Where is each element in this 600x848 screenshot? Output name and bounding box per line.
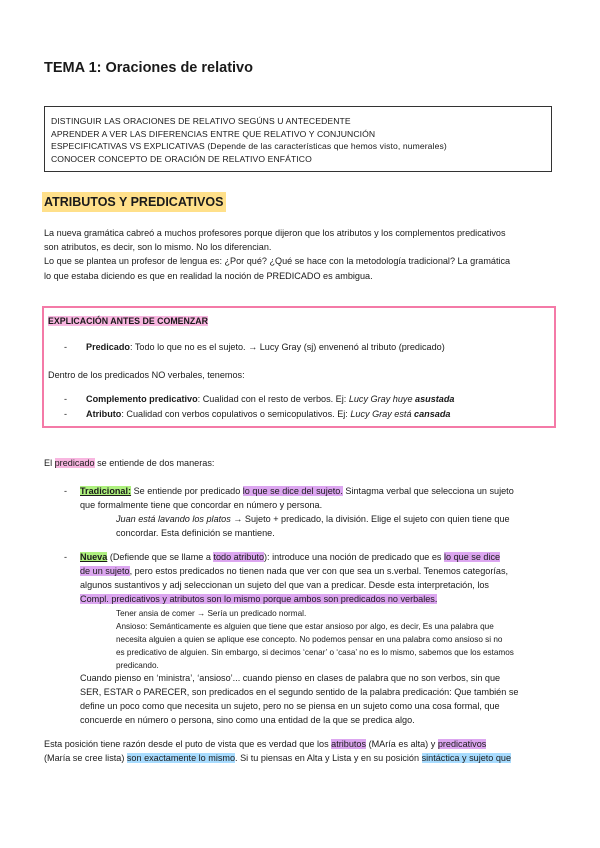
text-span: (María se cree lista)	[44, 753, 127, 763]
objective-line: CONOCER CONCEPTO DE ORACIÓN DE RELATIVO ENFÁTICO	[51, 153, 312, 164]
text-span: se entiende de dos maneras:	[94, 458, 215, 468]
highlight-text: sintáctica y sujeto que	[421, 753, 512, 763]
intro-line: lo que estaba diciendo es que en realidad la noción de PREDICADO es ambigua.	[44, 270, 373, 281]
intro-line: La nueva gramática cabreó a muchos profesores porque dijeron que los atributos y los complementos predicativos	[44, 228, 506, 238]
atributo-definition	[86, 409, 450, 419]
objective-line: DISTINGUIR LAS ORACIONES DE RELATIVO SEGÚNS U ANTECEDENTE	[51, 116, 351, 126]
highlight-text: Compl. predicativos y atributos son lo mismo porque ambos son predicados no verbales.	[80, 594, 438, 604]
highlight-predicado: predicado	[54, 458, 95, 468]
nueva-line-10: Cuando pienso en ‘ministra’, ‘ansioso’... cuando pienso en clases de palabra que no son verbos, sin que	[80, 673, 501, 683]
cp-example-bold: asustada	[415, 394, 455, 404]
nueva-line-1	[80, 552, 500, 562]
tradicional-line-3	[116, 514, 510, 524]
intro-line: son atributos, es decir, son lo mismo. No los diferencian.	[44, 242, 272, 253]
text-span: . Si tu piensas en Alta y Lista y en su posición	[235, 753, 422, 763]
attr-label: Atributo	[86, 409, 122, 419]
box-heading: EXPLICACIÓN ANTES DE COMENZAR	[48, 316, 208, 326]
highlight-text: lo que se dice	[444, 552, 501, 562]
intro-line: Lo que se plantea un profesor de lengua es: ¿Por qué? ¿Qué se hace con la metodología tradicional? La gramática	[44, 256, 511, 267]
bullet-dash: -	[64, 409, 68, 419]
nueva-label: Nueva	[80, 552, 108, 562]
cp-label: Complemento predicativo	[86, 394, 198, 404]
example-italic: Juan está lavando los platos	[116, 514, 231, 524]
bullet-dash: -	[64, 552, 68, 562]
complemento-predicativo-definition	[86, 394, 454, 404]
highlight-text: de un sujeto	[80, 566, 130, 576]
objectives-box	[44, 106, 552, 172]
intro-paragraph	[44, 226, 558, 283]
text-span: Esta posición tiene razón desde el puto de vista que es verdad que los	[44, 739, 332, 749]
nueva-line-5: Tener ansia de comer → Sería un predicado normal.	[116, 609, 307, 618]
nueva-line-11: SER, ESTAR o PARECER, son predicados en el segundo sentido de la palabra predicación: Que también se	[80, 687, 519, 697]
highlight-text: son exactamente lo mismo	[126, 753, 236, 763]
bullet-dash: -	[64, 486, 68, 496]
page-title: TEMA 1: Oraciones de relativo	[44, 60, 253, 76]
tradicional-label: Tradicional:	[80, 486, 132, 496]
cp-text: : Cualidad con el resto de verbos. Ej:	[197, 394, 349, 404]
predicado-label: Predicado	[86, 342, 130, 352]
box-intro-line: Dentro de los predicados NO verbales, tenemos:	[48, 370, 245, 380]
predicado-definition	[86, 342, 445, 352]
nueva-line-2	[80, 566, 508, 576]
text-span: Sintagma verbal que selecciona un sujeto	[342, 486, 514, 496]
text-span: ): introduce una noción de predicado que es	[264, 552, 444, 562]
nueva-line-9: predicando.	[116, 661, 159, 670]
final-line-1	[44, 739, 486, 749]
nueva-line-7: necesita alguien a quien se aplique ese concepto. No podemos pensar en una palabra como ansioso si no	[116, 635, 503, 644]
highlight-text: todo atributo	[213, 552, 265, 562]
text-span: , pero estos predicados no tienen nada que ver con que sea un s.verbal. Tenemos categorías,	[129, 566, 509, 576]
text-span: (MAría es alta) y	[366, 739, 438, 749]
text-span: (Defiende que se llame a	[107, 552, 214, 562]
highlight-text: lo que se dice del sujeto.	[242, 486, 343, 496]
attr-example: Lucy Gray está	[350, 409, 415, 419]
highlight-atributos: atributos	[331, 739, 367, 749]
predicado-text: : Todo lo que no es el sujeto. → Lucy Gray (sj) envenenó al tributo (predicado)	[129, 342, 445, 352]
section-heading: ATRIBUTOS Y PREDICATIVOS	[42, 192, 226, 212]
nueva-line-13: concuerde en número o persona, sino como una entidad de la que se predica algo.	[80, 715, 415, 725]
nueva-line-4	[80, 594, 437, 604]
attr-example-bold: cansada	[414, 409, 451, 419]
text-span: → Sujeto + predicado, la división. Elige el sujeto con quien tiene que	[230, 514, 510, 524]
nueva-line-8: es predicativo de alguien. Sin embargo, si decimos ‘cenar’ o ‘casa’ no es lo mismo, sabemos que los estamos	[116, 648, 514, 657]
text-span: Se entiende por predicado	[131, 486, 243, 496]
body-intro	[44, 458, 214, 468]
bullet-dash: -	[64, 342, 68, 352]
nueva-line-3: algunos sustantivos y adj seleccionan un sujeto del que van a predicar. Desde esta interpretación, los	[80, 580, 489, 590]
highlight-predicativos: predicativos	[437, 739, 487, 749]
text-span: El	[44, 458, 55, 468]
bullet-dash: -	[64, 394, 68, 404]
attr-text: : Cualidad con verbos copulativos o semicopulativos. Ej:	[121, 409, 351, 419]
objective-line: ESPECIFICATIVAS VS EXPLICATIVAS (Depende de las características que hemos visto, numerales)	[51, 141, 447, 152]
cp-example: Lucy Gray huye	[348, 394, 416, 404]
nueva-line-6: Ansioso: Semánticamente es alguien que tiene que estar ansioso por algo, es decir, Es una palabra que	[116, 622, 494, 631]
objective-line: APRENDER A VER LAS DIFERENCIAS ENTRE QUE RELATIVO Y CONJUNCIÓN	[51, 128, 376, 139]
tradicional-line-4: concordar. Esta definición se mantiene.	[116, 528, 275, 538]
nueva-line-12: define un poco como que necesita un sujeto, pero no se piensa en un sujeto como una cosa formal, que	[80, 701, 500, 711]
tradicional-line-2: que formalmente tiene que concordar en número y persona.	[80, 500, 323, 510]
final-line-2	[44, 753, 511, 763]
tradicional-line-1	[80, 486, 514, 496]
